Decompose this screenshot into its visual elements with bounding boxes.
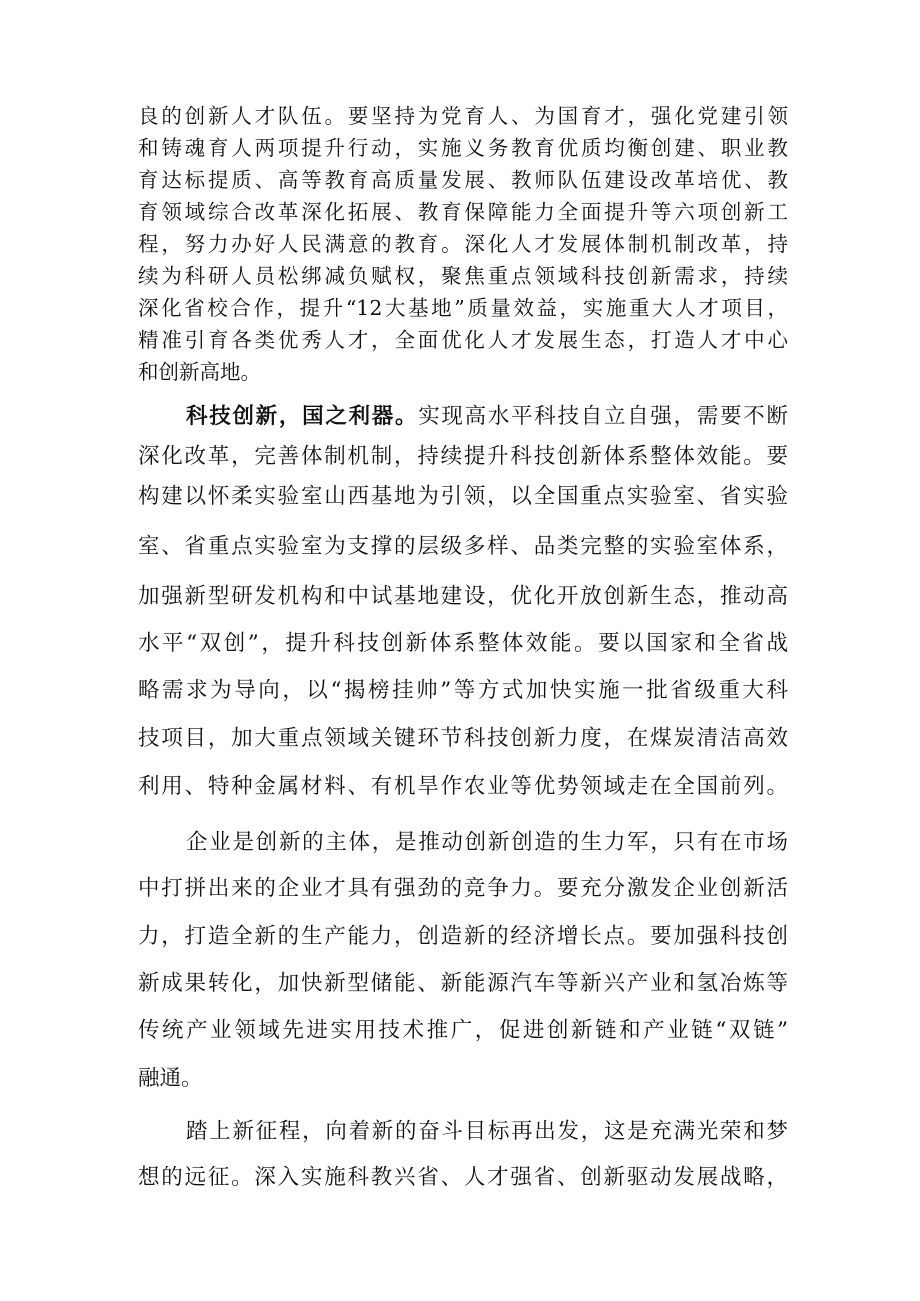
text-line: 构建以怀柔实验室山西基地为引领，以全国重点实验室、省实验 <box>138 484 788 509</box>
text-line: 和铸魂育人两项提升行动，实施义务教育优质均衡创建、职业教 <box>138 136 788 160</box>
text-span: 实现高水平科技自立自强，需要不断 <box>418 404 788 429</box>
text-line: 和创新高地。 <box>138 360 261 384</box>
text-line: 室、省重点实验室为支撑的层级多样、品类完整的实验室体系， <box>138 534 788 559</box>
text-line: 育达标提质、高等教育高质量发展、教师队伍建设改革培优、教 <box>138 168 788 192</box>
text-line: 精准引育各类优秀人才，全面优化人才发展生态，打造人才中心 <box>138 328 788 352</box>
text-line: 加强新型研发机构和中试基地建设，优化开放创新生态，推动高 <box>138 584 788 609</box>
text-line: 续为科研人员松绑减负赋权，聚焦重点领域科技创新需求，持续 <box>138 264 788 288</box>
text-line: 踏上新征程，向着新的奋斗目标再出发，这是充满光荣和梦 <box>186 1119 788 1144</box>
text-line: 深化省校合作，提升“12大基地”质量效益，实施重大人才项目， <box>138 296 788 320</box>
text-line: 略需求为导向，以“揭榜挂帅”等方式加快实施一批省级重大科 <box>138 678 788 703</box>
text-line <box>186 397 788 437</box>
text-line: 育领域综合改革深化拓展、教育保障能力全面提升等六项创新工 <box>138 200 788 224</box>
text-line: 深化改革，完善体制机制，持续提升科技创新体系整体效能。要 <box>138 444 788 469</box>
text-line: 融通。 <box>138 1066 203 1091</box>
text-line: 新成果转化，加快新型储能、新能源汽车等新兴产业和氢冶炼等 <box>138 971 788 996</box>
text-line: 技项目，加大重点领域关键环节科技创新力度，在煤炭清洁高效 <box>138 726 788 751</box>
text-line: 企业是创新的主体，是推动创新创造的生力军，只有在市场 <box>186 830 788 855</box>
text-line: 良的创新人才队伍。要坚持为党育人、为国育才，强化党建引领 <box>138 104 788 128</box>
text-line: 传统产业领域先进实用技术推广，促进创新链和产业链“双链” <box>138 1018 788 1043</box>
text-line: 力，打造全新的生产能力，创造新的经济增长点。要加强科技创 <box>138 924 788 949</box>
text-line: 想的远征。深入实施科教兴省、人才强省、创新驱动发展战略， <box>138 1165 788 1190</box>
paragraph-lead-heading: 科技创新，国之利器。 <box>186 404 419 429</box>
text-line: 程，努力办好人民满意的教育。深化人才发展体制机制改革，持 <box>138 232 788 256</box>
text-line: 中打拼出来的企业才具有强劲的竞争力。要充分激发企业创新活 <box>138 876 788 901</box>
text-line: 利用、特种金属材料、有机旱作农业等优势领域走在全国前列。 <box>138 774 788 799</box>
text-line: 水平“双创”，提升科技创新体系整体效能。要以国家和全省战 <box>138 631 788 656</box>
